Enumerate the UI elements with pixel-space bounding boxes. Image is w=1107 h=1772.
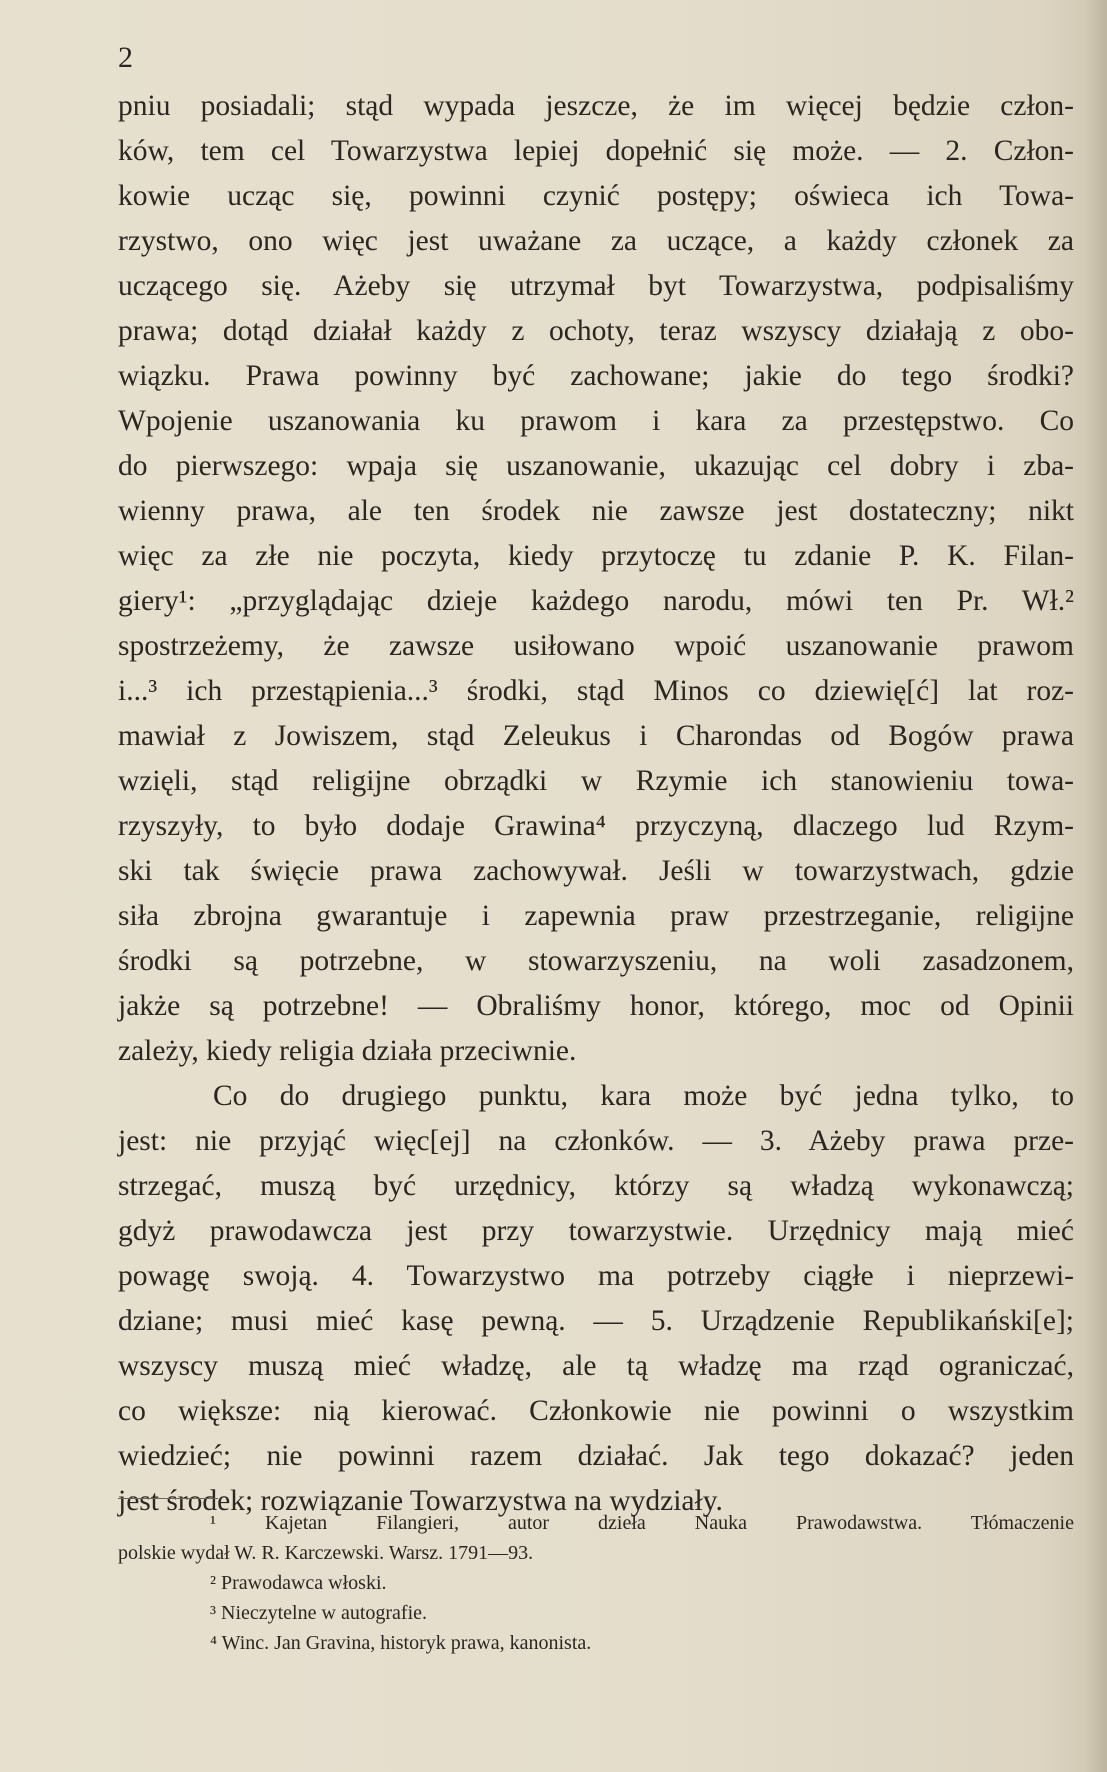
text-line: mawiał z Jowiszem, stąd Zeleukus i Charondas od Bogów prawa (118, 720, 1074, 752)
text-line: ków, tem cel Towarzystwa lepiej dopełnić się może. — 2. Człon- (118, 135, 1074, 167)
text-line: pniu posiadali; stąd wypada jeszcze, że im więcej będzie człon- (118, 90, 1074, 122)
paragraph-end-line: jest środek; rozwiązanie Towarzystwa na wydziały. (118, 1485, 723, 1517)
page-number: 2 (118, 41, 133, 74)
text-line: środki są potrzebne, w stowarzyszeniu, na woli zasadzonem, (118, 945, 1074, 977)
text-line: strzegać, muszą być urzędnicy, którzy są władzą wykonawczą; (118, 1170, 1074, 1202)
body-text (118, 84, 1074, 1524)
text-line: ski tak święcie prawa zachowywał. Jeśli w towarzystwach, gdzie (118, 855, 1074, 887)
text-line: do pierwszego: wpaja się uszanowanie, ukazując cel dobry i zba- (118, 450, 1074, 482)
text-line: gdyż prawodawcza jest przy towarzystwie. Urzędnicy mają mieć (118, 1215, 1074, 1247)
footnote-2: ² Prawodawca włoski. (210, 1572, 387, 1594)
text-line: siła zbrojna gwarantuje i zapewnia praw przestrzeganie, religijne (118, 900, 1074, 932)
text-line: wienny prawa, ale ten środek nie zawsze jest dostateczny; nikt (118, 495, 1074, 527)
text-line: wiązku. Prawa powinny być zachowane; jakie do tego środki? (118, 360, 1074, 392)
footnote-1-line: ¹ Kajetan Filangieri, autor dzieła Nauka Prawodawstwa. Tłómaczenie (210, 1512, 1074, 1534)
text-line: rzyszyły, to było dodaje Grawina⁴ przyczyną, dlaczego lud Rzym- (118, 810, 1074, 842)
text-line: wzięli, stąd religijne obrządki w Rzymie ich stanowieniu towa- (118, 765, 1074, 797)
text-line: i...³ ich przestąpienia...³ środki, stąd Minos co dziewię[ć] lat roz- (118, 675, 1074, 707)
footnote-separator (118, 1498, 218, 1499)
text-line: uczącego się. Ażeby się utrzymał byt Towarzystwa, podpisaliśmy (118, 270, 1074, 302)
text-line: jest: nie przyjąć więc[ej] na członków. — 3. Ażeby prawa prze- (118, 1125, 1074, 1157)
footnote-1-continuation: polskie wydał W. R. Karczewski. Warsz. 1791—93. (118, 1542, 534, 1564)
footnote-3: ³ Nieczytelne w autografie. (210, 1602, 428, 1624)
text-line: powagę swoją. 4. Towarzystwo ma potrzeby ciągłe i nieprzewi- (118, 1260, 1074, 1292)
text-line: co większe: nią kierować. Członkowie nie powinni o wszystkim (118, 1395, 1074, 1427)
text-line: giery¹: „przyglądając dzieje każdego narodu, mówi ten Pr. Wł.² (118, 585, 1074, 617)
footnotes (118, 1508, 1074, 1658)
footnote-4: ⁴ Winc. Jan Gravina, historyk prawa, kanonista. (210, 1632, 592, 1654)
text-line: kowie ucząc się, powinni czynić postępy; oświeca ich Towa- (118, 180, 1074, 212)
text-line: spostrzeżemy, że zawsze usiłowano wpoić uszanowanie prawom (118, 630, 1074, 662)
text-line: Wpojenie uszanowania ku prawom i kara za przestępstwo. Co (118, 405, 1074, 437)
text-line: więc za złe nie poczyta, kiedy przytoczę tu zdanie P. K. Filan- (118, 540, 1074, 572)
text-line: jakże są potrzebne! — Obraliśmy honor, którego, moc od Opinii (118, 990, 1074, 1022)
paragraph-start-line: Co do drugiego punktu, kara może być jedna tylko, to (213, 1080, 1074, 1112)
text-line: dziane; musi mieć kasę pewną. — 5. Urządzenie Republikański[e]; (118, 1305, 1074, 1337)
text-line: wiedzieć; nie powinni razem działać. Jak tego dokazać? jeden (118, 1440, 1074, 1472)
text-line: wszyscy muszą mieć władzę, ale tą władzę ma rząd ograniczać, (118, 1350, 1074, 1382)
paragraph-end-line: zależy, kiedy religia działa przeciwnie. (118, 1035, 577, 1067)
text-line: rzystwo, ono więc jest uważane za uczące, a każdy członek za (118, 225, 1074, 257)
page-edge-shadow (1085, 0, 1107, 1772)
text-line: prawa; dotąd działał każdy z ochoty, teraz wszyscy działają z obo- (118, 315, 1074, 347)
